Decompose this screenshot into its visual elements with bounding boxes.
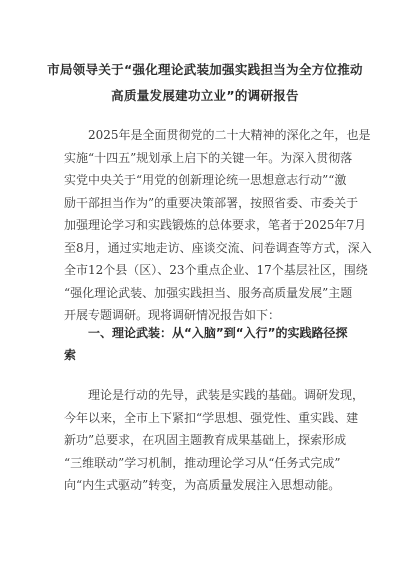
intro-line: 加强理论学习和实践锻炼的总体要求，笔者于2025年7月 <box>64 218 367 232</box>
section-heading-line: 索 <box>64 348 77 362</box>
section-1-heading <box>64 322 364 366</box>
intro-paragraph <box>64 124 372 327</box>
section-line: 理论是行动的先导，武装是实践的基础。调研发现， <box>88 388 365 402</box>
section-line: 新功”总要求，在巩固主题教育成果基础上，探索形成 <box>64 433 347 447</box>
section-line: 向“内生式驱动”转变，为高质量发展注入思想动能。 <box>64 478 341 492</box>
intro-line: 实施“十四五”规划承上启下的关键一年。为深入贯彻落 <box>64 150 353 165</box>
intro-line: 2025年是全面贯彻党的二十大精神的深化之年，也是 <box>88 128 371 142</box>
section-line: “三维联动”学习机制，推动理论学习从“任务式完成” <box>64 455 341 470</box>
section-1-paragraph <box>64 384 364 497</box>
intro-line: 励干部担当作为”的重要决策部署，按照省委、市委关于 <box>64 195 359 210</box>
intro-line: 至8月，通过实地走访、座谈交流、问卷调查等方式，深入 <box>64 240 372 255</box>
report-title-line-2: 高质量发展建功立业”的调研报告 <box>111 88 299 103</box>
report-title-line-1: 市局领导关于“强化理论武装加强实践担当为全方位推动 <box>47 62 363 77</box>
intro-line: “强化理论武装、加强实践担当、服务高质量发展”主题 <box>64 285 353 300</box>
intro-line: 全市12个县（区）、23个重点企业、17个基层社区，围绕 <box>64 263 368 277</box>
section-line: 今年以来，全市上下紧扣“学思想、强党性、重实践、建 <box>64 410 359 425</box>
intro-line: 开展专题调研。现将调研情况报告如下： <box>64 308 281 322</box>
section-heading-line: 一、理论武装：从“入脑”到“入行”的实践路径探 <box>88 326 348 340</box>
intro-line: 实党中央关于“用党的创新理论统一思想意志行动”“激 <box>64 173 347 187</box>
